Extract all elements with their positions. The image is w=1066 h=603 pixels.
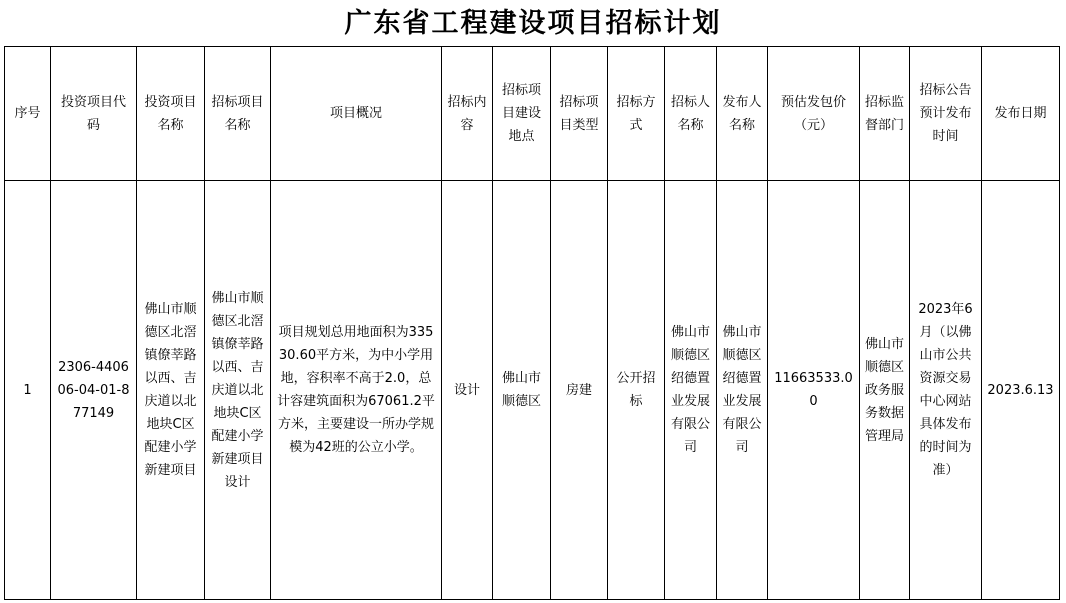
- cell-content: 设计: [442, 181, 493, 600]
- cell-supervisor: 佛山市顺德区政务服务数据管理局: [860, 181, 910, 600]
- cell-tender-name: 佛山市顺德区北滘镇僚莘路以西、吉庆道以北地块C区配建小学新建项目设计: [205, 181, 271, 600]
- cell-overview: 项目规划总用地面积为33530.60平方米，为中小学用地，容积率不高于2.0，总计容建筑面积为67061.2平方米，主要建设一所办学规模为42班的公立小学。: [271, 181, 442, 600]
- page-title: 广东省工程建设项目招标计划: [344, 8, 722, 39]
- cell-expected-time: 2023年6月（以佛山市公共资源交易中心网站具体发布的时间为准）: [910, 181, 982, 600]
- cell-price: 11663533.00: [768, 181, 860, 600]
- cell-location: 佛山市顺德区: [493, 181, 551, 600]
- table-header-row: [5, 47, 1060, 181]
- cell-method: 公开招标: [608, 181, 665, 600]
- header-tenderer: 招标人名称: [665, 47, 717, 181]
- header-tender-name: 招标项目名称: [205, 47, 271, 181]
- cell-tenderer: 佛山市顺德区绍德置业发展有限公司: [665, 181, 717, 600]
- header-content: 招标内容: [442, 47, 493, 181]
- header-supervisor: 招标监督部门: [860, 47, 910, 181]
- header-method: 招标方式: [608, 47, 665, 181]
- tender-plan-table: [4, 46, 1060, 600]
- header-location: 招标项目建设地点: [493, 47, 551, 181]
- cell-investment-code: 2306-440606-04-01-877149: [51, 181, 137, 600]
- cell-publisher: 佛山市顺德区绍德置业发展有限公司: [717, 181, 768, 600]
- header-publisher: 发布人名称: [717, 47, 768, 181]
- cell-seq: 1: [5, 181, 51, 600]
- table-row: [5, 181, 1060, 600]
- header-investment-code: 投资项目代码: [51, 47, 137, 181]
- cell-type: 房建: [551, 181, 608, 600]
- header-type: 招标项目类型: [551, 47, 608, 181]
- cell-investment-name: 佛山市顺德区北滘镇僚莘路以西、吉庆道以北地块C区配建小学新建项目: [137, 181, 205, 600]
- header-price: 预估发包价（元）: [768, 47, 860, 181]
- header-overview: 项目概况: [271, 47, 442, 181]
- header-publish-date: 发布日期: [982, 47, 1060, 181]
- header-seq: 序号: [5, 47, 51, 181]
- header-investment-name: 投资项目名称: [137, 47, 205, 181]
- cell-publish-date: 2023.6.13: [982, 181, 1060, 600]
- header-expected-time: 招标公告预计发布时间: [910, 47, 982, 181]
